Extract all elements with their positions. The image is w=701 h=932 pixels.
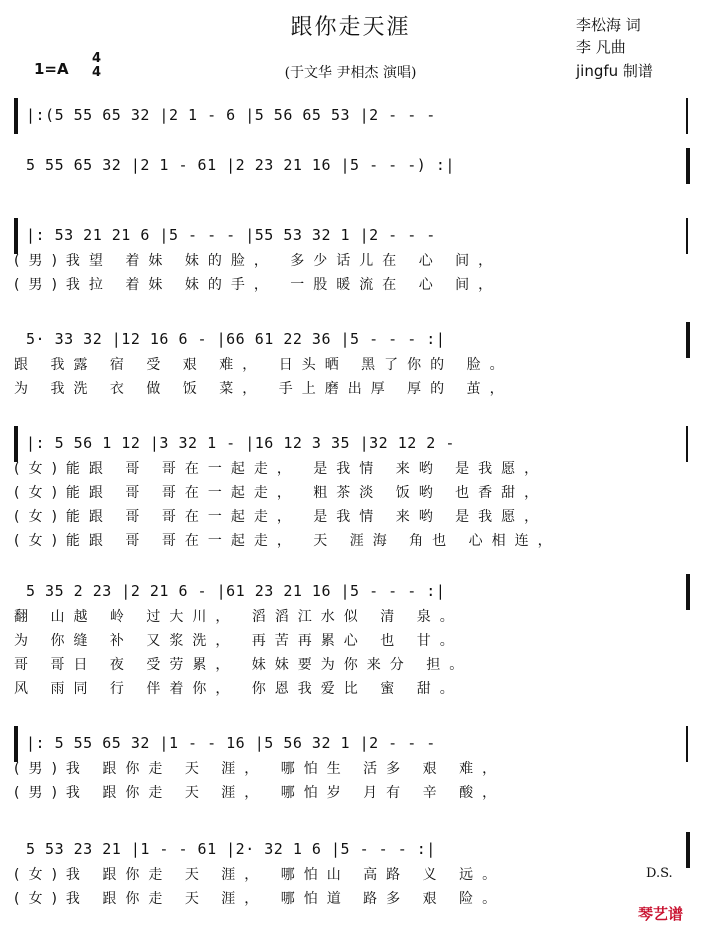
barline	[686, 98, 688, 134]
notation-line: |: 5 56 1 12 |3 32 1 - |16 12 3 35 |32 12 2 -	[26, 434, 455, 452]
time-signature-top: 4	[92, 51, 102, 66]
lyric-line-2: (男)我拉 着妹 妹的手， 一股暖流在 心 间，	[14, 277, 502, 293]
end-repeat-barline	[686, 574, 690, 610]
site-logo: 琴艺谱	[637, 905, 683, 923]
lyric-line-3: 哥 哥日 夜 受劳累， 妹妹要为你来分 担。	[14, 657, 473, 673]
lyric-line-3: (女)能跟 哥 哥在一起走， 是我情 来哟 是我愿，	[14, 509, 548, 525]
lyric-line-2: 为 我洗 衣 做 饭 菜， 手上磨出厚 厚的 茧，	[14, 381, 513, 397]
lyric-line-4: (女)能跟 哥 哥在一起走， 天 涯海 角也 心相连，	[14, 533, 561, 549]
repeat-barline	[14, 426, 18, 462]
song-title: 跟你走天涯	[290, 15, 411, 40]
notation-line: |:(5 55 65 32 |2 1 - 6 |5 56 65 53 |2 - - -	[26, 106, 436, 124]
end-repeat-barline	[686, 832, 690, 868]
lyric-line-2: 为 你缝 补 又浆洗， 再苦再累心 也 甘。	[14, 633, 463, 649]
barline	[686, 218, 688, 254]
repeat-barline	[14, 98, 18, 134]
repeat-barline	[14, 218, 18, 254]
ds-mark: D.S.	[646, 866, 673, 881]
time-signature-bottom: 4	[92, 65, 102, 80]
end-repeat-barline	[686, 322, 690, 358]
transcriber-credit: jingfu 制谱	[576, 62, 653, 80]
lyric-line-2: (女)能跟 哥 哥在一起走， 粗茶淡 饭哟 也香甜，	[14, 485, 548, 501]
staff-row-2	[0, 148, 701, 188]
notation-line: 5 35 2 23 |2 21 6 - |61 23 21 16 |5 - - - :|	[26, 582, 446, 600]
lyric-line-4: 风 雨同 行 伴着你， 你恩我爱比 蜜 甜。	[14, 681, 463, 697]
notation-line: |: 5 55 65 32 |1 - - 16 |5 56 32 1 |2 - - -	[26, 734, 436, 752]
barline	[686, 726, 688, 762]
composer-credit: 李 凡曲	[576, 38, 626, 56]
notation-line: 5 55 65 32 |2 1 - 61 |2 23 21 16 |5 - - -) :|	[26, 156, 455, 174]
lyric-line-1: (男)我望 着妹 妹的脸， 多少话儿在 心 间，	[14, 253, 502, 269]
notation-line: |: 53 21 21 6 |5 - - - |55 53 32 1 |2 - - -	[26, 226, 436, 244]
key-signature: 1=A	[34, 60, 69, 78]
staff-row-6	[0, 574, 701, 697]
staff-row-3	[0, 218, 701, 293]
lyricist-credit: 李松海 词	[576, 16, 641, 34]
lyric-line-2: (女)我 跟你走 天 涯， 哪怕道 路多 艰 险。	[14, 891, 506, 907]
barline	[686, 426, 688, 462]
performers: (于文华 尹相杰 演唱)	[284, 65, 417, 81]
lyric-line-1: 跟 我露 宿 受 艰 难， 日头晒 黑了你的 脸。	[14, 357, 513, 373]
staff-row-8	[0, 832, 701, 907]
lyric-line-1: (男)我 跟你走 天 涯， 哪怕生 活多 艰 难，	[14, 761, 506, 777]
repeat-barline	[14, 726, 18, 762]
staff-row-7	[0, 726, 701, 801]
lyric-line-2: (男)我 跟你走 天 涯， 哪怕岁 月有 辛 酸，	[14, 785, 506, 801]
staff-row-1	[0, 98, 701, 138]
notation-line: 5· 33 32 |12 16 6 - |66 61 22 36 |5 - - - :|	[26, 330, 446, 348]
staff-row-4	[0, 322, 701, 397]
lyric-line-1: 翻 山越 岭 过大川， 滔滔江水似 清 泉。	[14, 609, 463, 625]
lyric-line-1: (女)能跟 哥 哥在一起走， 是我情 来哟 是我愿，	[14, 461, 548, 477]
end-repeat-barline	[686, 148, 690, 184]
staff-row-5	[0, 426, 701, 549]
notation-line: 5 53 23 21 |1 - - 61 |2· 32 1 6 |5 - - - :|	[26, 840, 436, 858]
lyric-line-1: (女)我 跟你走 天 涯， 哪怕山 高路 义 远。	[14, 867, 506, 883]
